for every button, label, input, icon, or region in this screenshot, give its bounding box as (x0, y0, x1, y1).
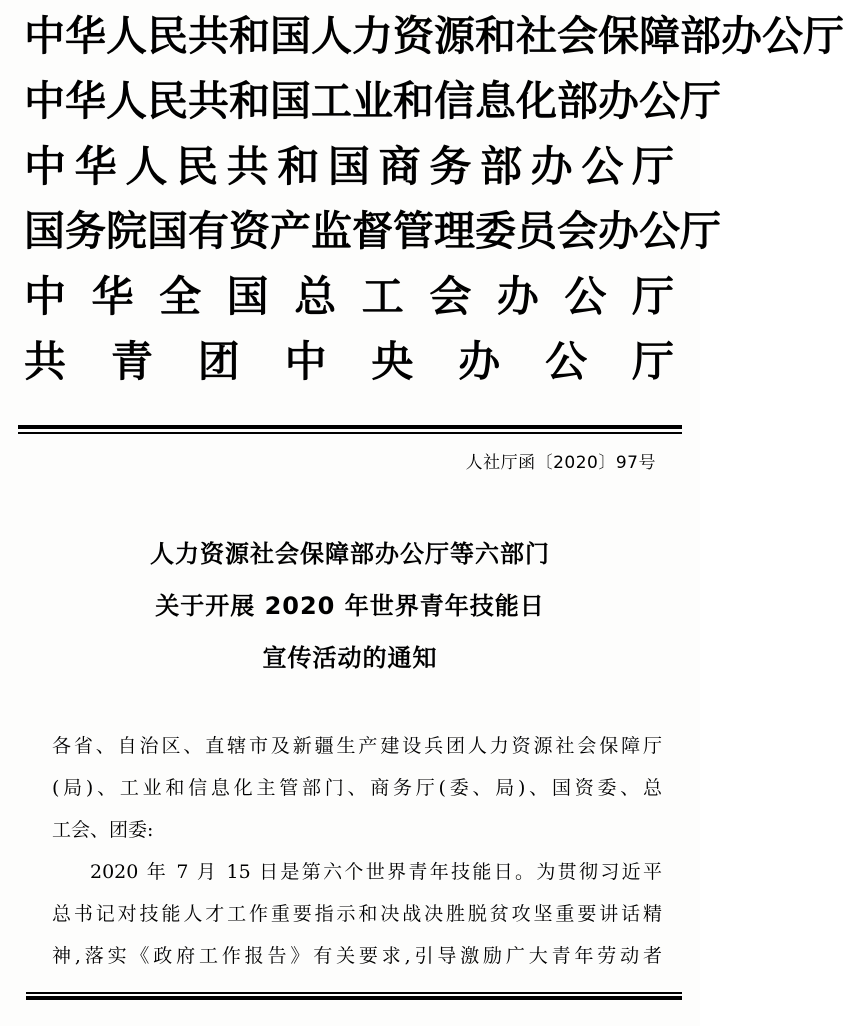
issuer-line: 中华人民共和国商务部办公厅 (24, 142, 674, 191)
salutation-line: 工会、团委: (52, 819, 154, 841)
salutation-line: (局)、工业和信息化主管部门、商务厅(委、局)、国资委、总 (52, 777, 662, 799)
title-line: 宣传活动的通知 (262, 644, 438, 672)
document-number: 人社厅函〔2020〕97号 (465, 453, 656, 473)
paragraph-line: 总书记对技能人才工作重要指示和决战决胜脱贫攻坚重要讲话精 (52, 903, 662, 925)
issuer-line: 国务院国有资产监督管理委员会办公厅 (24, 207, 721, 255)
thin-rule (18, 432, 682, 434)
thick-rule (18, 425, 682, 429)
footer-separator-rule (26, 992, 682, 1001)
title-line: 人力资源社会保障部办公厅等六部门 (150, 540, 550, 568)
body-paragraph (52, 851, 662, 977)
paragraph-line: 神,落实《政府工作报告》有关要求,引导激励广大青年劳动者 (52, 945, 662, 967)
issuer-line: 中华人民共和国人力资源和社会保障部办公厅 (24, 12, 844, 60)
salutation (52, 725, 662, 851)
document-title (0, 528, 700, 684)
paragraph-line: 2020 年 7 月 15 日是第六个世界青年技能日。为贯彻习近平 (90, 861, 662, 883)
issuer-line: 中华人民共和国工业和信息化部办公厅 (24, 77, 721, 125)
thick-rule (26, 996, 682, 1000)
issuing-agencies-header (24, 4, 844, 394)
title-line: 关于开展 2020 年世界青年技能日 (155, 592, 545, 620)
header-separator-rule (18, 425, 682, 434)
issuer-line: 中华全国总工会办公厅 (24, 272, 674, 321)
document-body (52, 725, 662, 977)
issuer-line: 共青团中央办公厅 (24, 337, 674, 386)
salutation-line: 各省、自治区、直辖市及新疆生产建设兵团人力资源社会保障厅 (52, 735, 662, 757)
thin-rule (26, 992, 682, 994)
